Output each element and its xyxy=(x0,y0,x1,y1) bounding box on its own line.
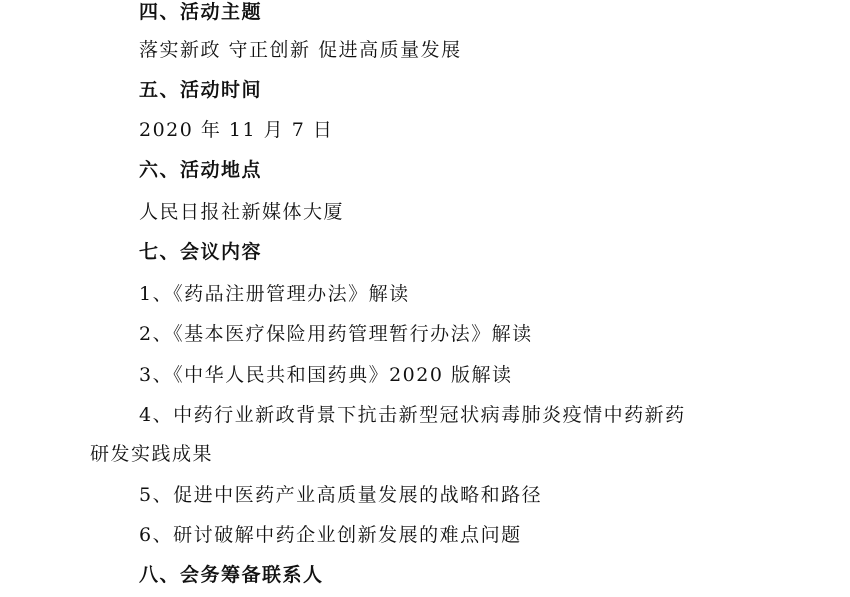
meeting-item-4-continued: 研发实践成果 xyxy=(90,443,214,465)
meeting-item-2: 2、《基本医疗保险用药管理暂行办法》解读 xyxy=(139,323,533,345)
time-text: 2020 年 11 月 7 日 xyxy=(139,119,334,141)
meeting-item-6: 6、研讨破解中药企业创新发展的难点问题 xyxy=(139,524,522,546)
location-text: 人民日报社新媒体大厦 xyxy=(139,201,345,223)
meeting-item-3: 3、《中华人民共和国药典》2020 版解读 xyxy=(139,364,513,386)
section-heading-time: 五、活动时间 xyxy=(139,79,263,101)
theme-text: 落实新政 守正创新 促进高质量发展 xyxy=(139,39,462,61)
section-heading-contacts: 八、会务筹备联系人 xyxy=(139,564,324,586)
section-heading-location: 六、活动地点 xyxy=(139,159,263,181)
meeting-item-4: 4、中药行业新政背景下抗击新型冠状病毒肺炎疫情中药新药 xyxy=(139,404,686,426)
meeting-item-1: 1、《药品注册管理办法》解读 xyxy=(139,283,410,305)
section-heading-meeting-content: 七、会议内容 xyxy=(139,241,263,263)
meeting-item-5: 5、促进中医药产业高质量发展的战略和路径 xyxy=(139,484,543,506)
section-heading-theme: 四、活动主题 xyxy=(139,1,263,23)
